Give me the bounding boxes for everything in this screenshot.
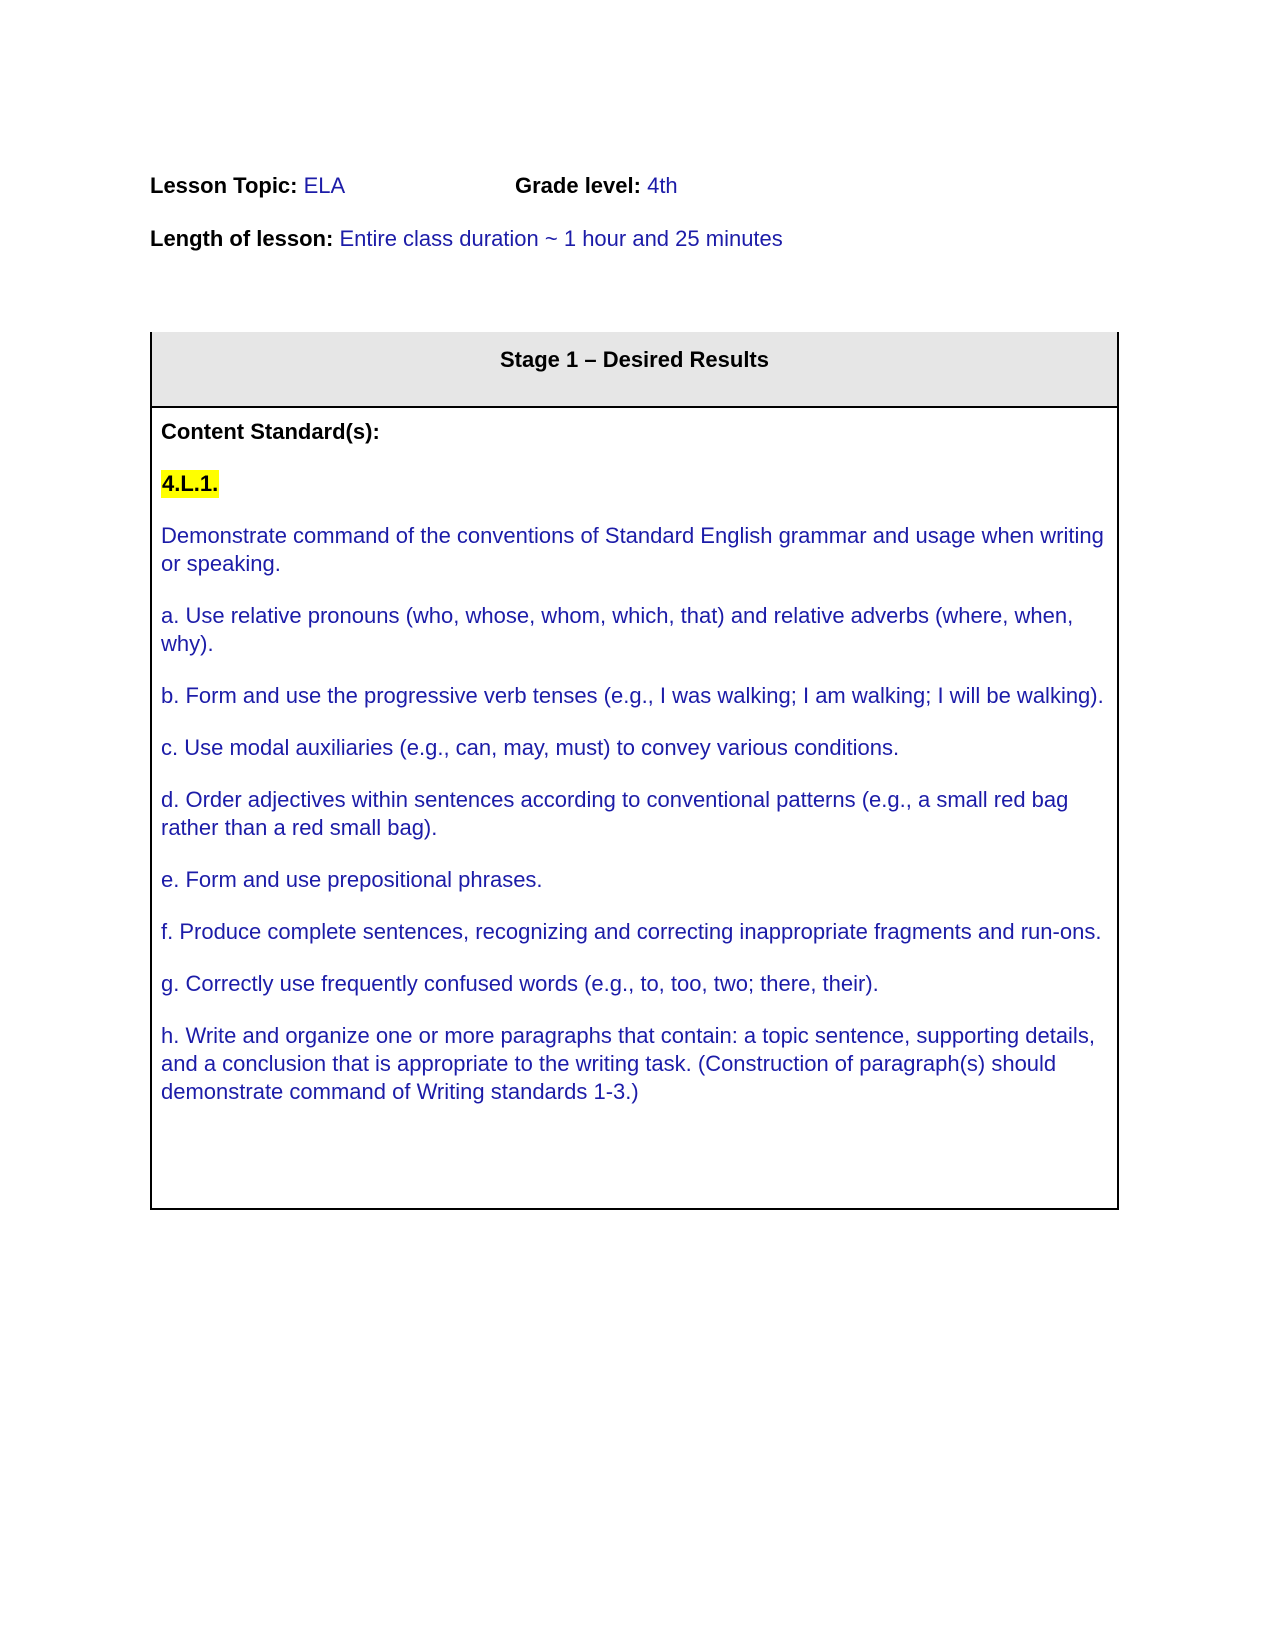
lesson-topic-line <box>150 172 345 200</box>
grade-level-label: Grade level: <box>515 173 641 198</box>
content-standards-title: Content Standard(s): <box>161 419 380 444</box>
standard-item-d: d. Order adjectives within sentences according to conventional patterns (e.g., a small red bag rather than a red small bag). <box>161 787 1069 840</box>
standard-item-e: e. Form and use prepositional phrases. <box>161 867 543 892</box>
lesson-topic-label: Lesson Topic: <box>150 173 298 198</box>
lesson-length-value: Entire class duration ~ 1 hour and 25 minutes <box>339 226 783 251</box>
standard-description: Demonstrate command of the conventions of Standard English grammar and usage when writing or speaking. <box>161 523 1104 576</box>
stage-1-title: Stage 1 – Desired Results <box>499 347 769 372</box>
content-standards-cell <box>152 408 1117 1130</box>
lesson-length-line <box>150 225 783 253</box>
standard-item-b: b. Form and use the progressive verb tenses (e.g., I was walking; I am walking; I will be walking). <box>161 683 1104 708</box>
lesson-length-label: Length of lesson: <box>150 226 334 251</box>
standard-item-g: g. Correctly use frequently confused words (e.g., to, too, two; there, their). <box>161 971 879 996</box>
standard-item-f: f. Produce complete sentences, recognizing and correcting inappropriate fragments and run-ons. <box>161 919 1102 944</box>
stage-1-header <box>152 332 1117 408</box>
standard-item-h: h. Write and organize one or more paragraphs that contain: a topic sentence, supporting details, and a conclusion that is appropriate to the writing task. (Construction of paragraph(s) should demonstrate command of Writing standards 1-3.) <box>161 1023 1095 1104</box>
standard-item-a: a. Use relative pronouns (who, whose, whom, which, that) and relative adverbs (where, when, why). <box>161 603 1074 656</box>
lesson-topic-value: ELA <box>303 173 346 198</box>
standard-code: 4.L.1. <box>162 471 219 496</box>
grade-level-value: 4th <box>647 173 678 198</box>
standard-item-c: c. Use modal auxiliaries (e.g., can, may, must) to convey various conditions. <box>161 735 900 760</box>
stage-1-table <box>150 332 1119 1210</box>
grade-level-line <box>515 172 678 200</box>
